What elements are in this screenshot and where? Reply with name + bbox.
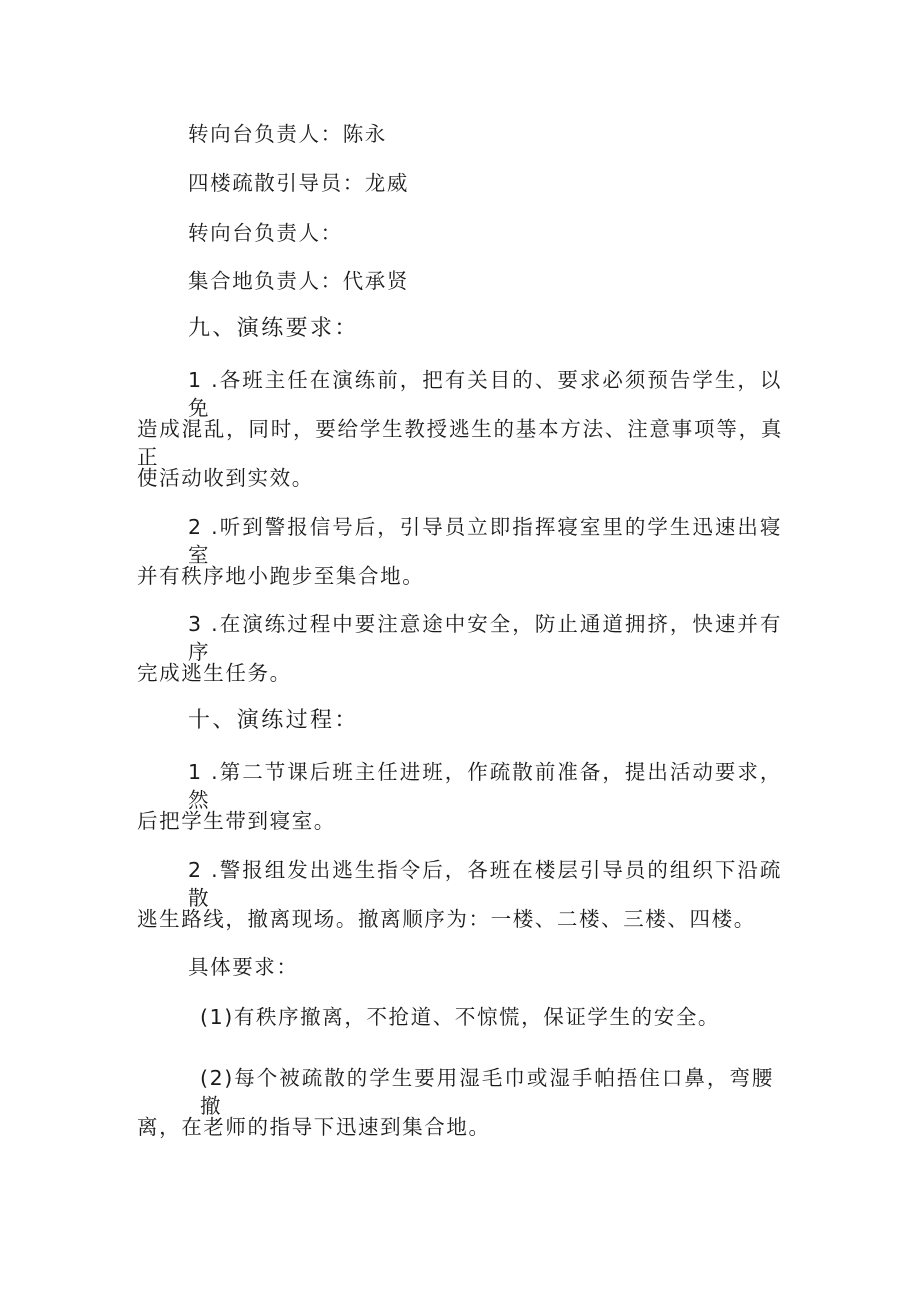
requirement-2-line-2: 并有秩序地小跑步至集合地。: [137, 564, 425, 588]
process-1-line-1: 1 .第二节课后班主任进班，作疏散前准备，提出活动要求，然: [188, 760, 782, 812]
specific-requirement-2-line-2: 离，在老师的指导下迅速到集合地。: [137, 1115, 491, 1139]
requirement-1-line-1: 1 .各班主任在演练前，把有关目的、要求必须预告学生，以免: [188, 368, 782, 420]
specific-requirement-1: (1)有秩序撤离，不抢道、不惊慌，保证学生的安全。: [200, 1005, 721, 1029]
role-line-turntable-leader: 转向台负责人：陈永: [188, 122, 387, 146]
requirement-3-line-1: 3 .在演练过程中要注意途中安全，防止通道拥挤，快速并有序: [188, 612, 782, 664]
process-2-line-1: 2 .警报组发出逃生指令后，各班在楼层引导员的组织下沿疏散: [188, 858, 782, 910]
requirement-3-line-2: 完成逃生任务。: [137, 661, 292, 685]
requirement-1-line-2: 造成混乱，同时，要给学生教授逃生的基本方法、注意事项等，真正: [137, 417, 783, 469]
section-heading-drill-process: 十、演练过程：: [188, 708, 359, 733]
requirement-1-line-3: 使活动收到实效。: [137, 466, 314, 490]
role-line-fourth-floor-guide: 四楼疏散引导员：龙威: [188, 171, 409, 195]
section-heading-drill-requirements: 九、演练要求：: [188, 316, 359, 341]
process-2-line-2: 逃生路线，撤离现场。撤离顺序为：一楼、二楼、三楼、四楼。: [137, 907, 756, 931]
specific-requirements-label: 具体要求：: [188, 955, 299, 979]
role-line-assembly-leader: 集合地负责人：代承贤: [188, 269, 409, 293]
process-1-line-2: 后把学生带到寝室。: [137, 809, 336, 833]
role-line-turntable-leader-empty: 转向台负责人：: [188, 221, 343, 245]
requirement-2-line-1: 2 .听到警报信号后，引导员立即指挥寝室里的学生迅速出寝室: [188, 515, 782, 567]
specific-requirement-2-line-1: (2)每个被疏散的学生要用湿毛巾或湿手帕捂住口鼻，弯腰撤: [200, 1066, 774, 1118]
